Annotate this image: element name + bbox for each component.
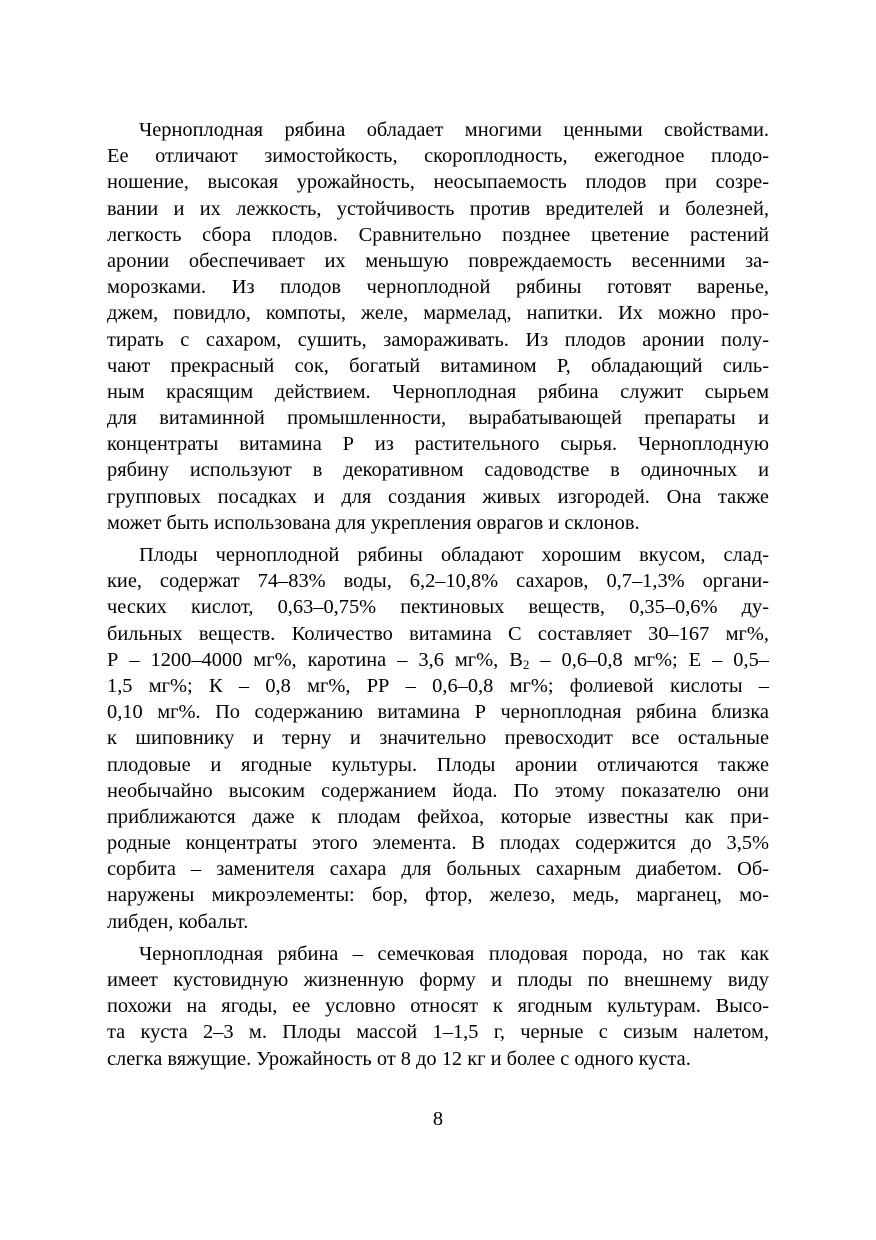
text-line: та куста 2–3 м. Плоды массой 1–1,5 г, черные с сизым налетом, [107,1021,769,1044]
text-line: ным красящим действием. Черноплодная рябина служит сырьем [107,380,769,403]
text-line: похожи на ягоды, ее условно относят к ягодным культурам. Высо- [107,995,769,1018]
text-line: концентраты витамина Р из растительного сырья. Черноплодную [107,433,769,456]
text-line: рябину используют в декоративном садоводстве в одиночных и [107,459,769,482]
text-line: необычайно высоким содержанием йода. По этому показателю они [107,779,769,802]
text-line: 0,10 мг%. По содержанию витамина Р черноплодная рябина близка [107,701,769,724]
text-line: Черноплодная рябина – семечковая плодовая порода, но так как [139,942,769,965]
paragraph-2 [107,542,769,935]
subscript: 2 [522,656,530,672]
text-line: групповых посадках и для создания живых изгородей. Она также [107,485,769,508]
text-line: для витаминной промышленности, вырабатывающей препараты и [107,407,769,430]
text-line: морозками. Из плодов черноплодной рябины готовят варенье, [107,276,769,299]
text-line: слегка вяжущие. Урожайность от 8 до 12 кг и более с одного куста. [107,1047,691,1070]
text-fragment: – 0,6–0,8 мг%; Е – 0,5– [529,648,769,671]
page-number: 8 [432,1108,444,1130]
text-line: тирать с сахаром, сушить, замораживать. Из плодов аронии полу- [107,328,769,351]
text-line: приближаются даже к плодам фейхоа, которые известны как при- [107,805,769,828]
text-line: либден, кобальт. [107,910,249,933]
text-line: бильных веществ. Количество витамина С составляет 30–167 мг%, [107,622,769,645]
text-line: наружены микроэлементы: бор, фтор, железо, медь, марганец, мо- [107,884,769,907]
text-line: к шиповнику и терну и значительно превосходит все остальные [107,727,769,750]
paragraph-1 [107,117,769,536]
text-line: 1,5 мг%; К – 0,8 мг%, РР – 0,6–0,8 мг%; фолиевой кислоты – [107,674,769,697]
paragraph-3 [107,941,769,1072]
text-line: джем, повидло, компоты, желе, мармелад, напитки. Их можно про- [107,302,769,325]
text-line: Плоды черноплодной рябины обладают хорошим вкусом, слад- [139,544,769,566]
text-line: может быть использована для укрепления оврагов и склонов. [107,511,640,534]
text-line: сорбита – заменителя сахара для больных сахарным диабетом. Об- [107,858,769,881]
text-line-with-subscript [107,647,769,673]
text-line: ношение, высокая урожайность, неосыпаемость плодов при созре- [107,171,769,194]
text-line: Ее отличают зимостойкость, скороплодность, ежегодное плодо- [107,145,769,168]
text-line: кие, содержат 74–83% воды, 6,2–10,8% сахаров, 0,7–1,3% органи- [107,570,769,593]
text-line: ческих кислот, 0,63–0,75% пектиновых веществ, 0,35–0,6% ду- [107,596,769,619]
body-text [107,117,769,1072]
text-line: Черноплодная рябина обладает многими ценными свойствами. [139,119,769,141]
text-line: имеет кустовидную жизненную форму и плоды по внешнему виду [107,969,769,991]
text-fragment: Р – 1200–4000 мг%, каротина – 3,6 мг%, В [107,648,523,671]
text-line: легкость сбора плодов. Сравнительно позднее цветение растений [107,223,769,246]
text-line: аронии обеспечивает их меньшую повреждаемость весенними за- [107,249,769,272]
text-line: плодовые и ягодные культуры. Плоды аронии отличаются также [107,753,769,776]
text-line: родные концентраты этого элемента. В плодах содержится до 3,5% [107,832,769,855]
text-line: чают прекрасный сок, богатый витамином Р, обладающий силь- [107,354,769,377]
text-line: вании и их лежкость, устойчивость против вредителей и болезней, [107,197,769,220]
